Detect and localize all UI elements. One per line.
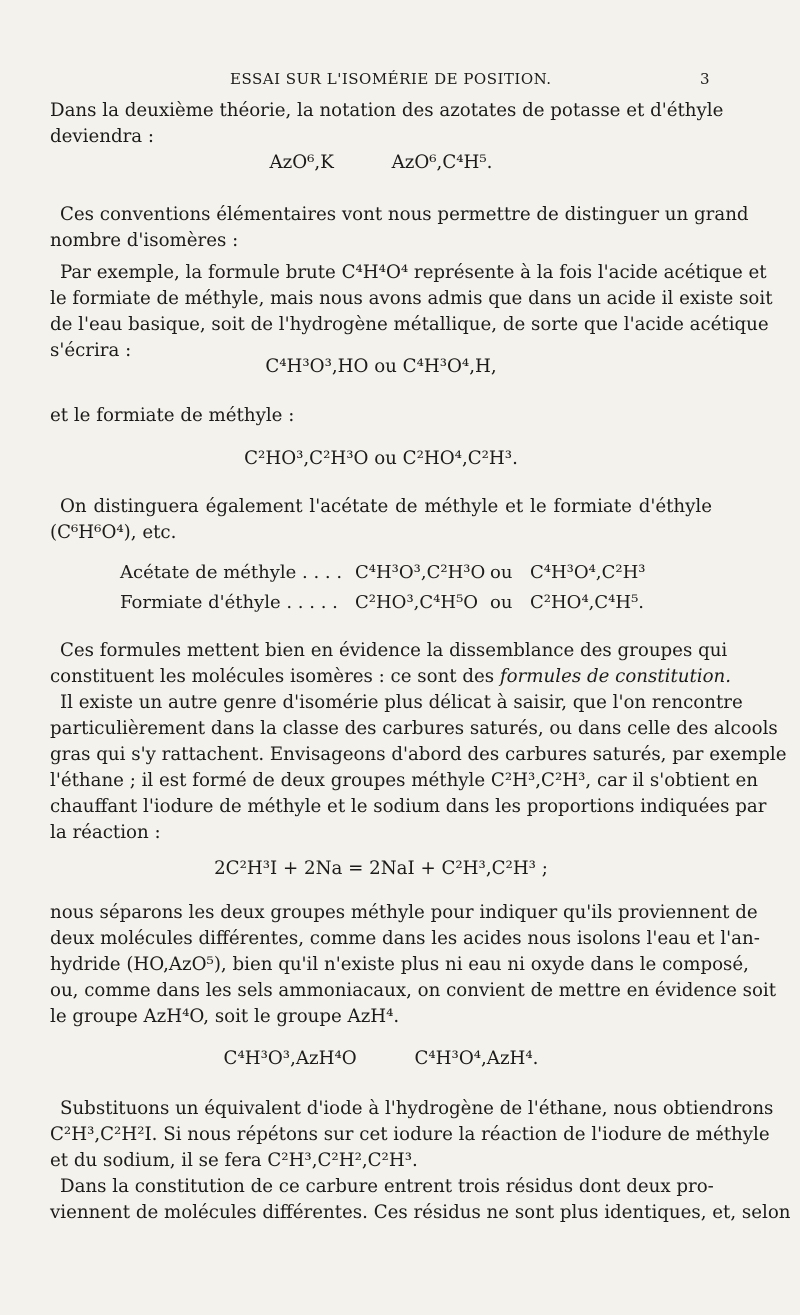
- text-line: Dans la deuxième théorie, la notation des azotates de potasse et d'éthyle: [50, 100, 724, 121]
- table-row: [120, 562, 646, 584]
- formula-line: 2C²H³I + 2Na = 2NaI + C²H³,C²H³ ;: [214, 858, 548, 879]
- formula-cell: C⁴H³O³,C²H³O: [355, 562, 486, 583]
- text-line: et le formiate de méthyle :: [50, 405, 295, 426]
- text-line: On distinguera également l'acétate de méthyle et le formiate d'éthyle: [60, 496, 712, 517]
- ou-cell: ou: [490, 562, 513, 583]
- formula-line: C⁴H³O³,HO ou C⁴H³O⁴,H,: [265, 356, 497, 377]
- text-line: hydride (HO,AzO⁵), bien qu'il n'existe plus ni eau ni oxyde dans le composé,: [50, 954, 749, 975]
- text-line: ou, comme dans les sels ammoniacaux, on convient de mettre en évidence soit: [50, 980, 777, 1001]
- text-line: Ces conventions élémentaires vont nous permettre de distinguer un grand: [60, 204, 749, 225]
- text-line: le formiate de méthyle, mais nous avons admis que dans un acide il existe soit: [50, 288, 773, 309]
- formula-cell: C²HO⁴,C⁴H⁵.: [530, 592, 645, 613]
- text-line: particulièrement dans la classe des carbures saturés, ou dans celle des alcools: [50, 718, 778, 739]
- text-line: et du sodium, il se fera C²H³,C²H²,C²H³.: [50, 1150, 418, 1171]
- text-line: nous séparons les deux groupes méthyle pour indiquer qu'ils proviennent de: [50, 902, 758, 923]
- text-line: de l'eau basique, soit de l'hydrogène métallique, de sorte que l'acide acétique: [50, 314, 769, 335]
- text-line: chauffant l'iodure de méthyle et le sodium dans les proportions indiquées par: [50, 796, 767, 817]
- text-line: Dans la constitution de ce carbure entrent trois résidus dont deux pro-: [60, 1176, 714, 1197]
- emphasis-text: formules de constitution.: [499, 666, 732, 687]
- formula-line: AzO⁶,K AzO⁶,C⁴H⁵.: [269, 152, 493, 173]
- text-line: Il existe un autre genre d'isomérie plus délicat à saisir, que l'on rencontre: [60, 692, 743, 713]
- formula-cell: C²HO³,C⁴H⁵O: [355, 592, 479, 613]
- compound-name: Formiate d'éthyle . . . . .: [120, 592, 338, 613]
- text-line: gras qui s'y rattachent. Envisageons d'abord des carbures saturés, par exemple: [50, 744, 787, 765]
- text-line: (C⁶H⁶O⁴), etc.: [50, 522, 177, 543]
- text-line: deviendra :: [50, 126, 155, 147]
- table-row: [120, 592, 644, 614]
- formula-line: C⁴H³O³,AzH⁴O C⁴H³O⁴,AzH⁴.: [223, 1048, 539, 1069]
- compound-name: Acétate de méthyle . . . .: [120, 562, 343, 583]
- text-line: la réaction :: [50, 822, 161, 843]
- formula-line: C²HO³,C²H³O ou C²HO⁴,C²H³.: [244, 448, 518, 469]
- text-fragment: constituent les molécules isomères : ce sont des: [50, 666, 495, 687]
- text-line: nombre d'isomères :: [50, 230, 239, 251]
- running-title: ESSAI SUR L'ISOMÉRIE DE POSITION.: [230, 70, 552, 88]
- text-line: l'éthane ; il est formé de deux groupes méthyle C²H³,C²H³, car il s'obtient en: [50, 770, 758, 791]
- page-number: 3: [699, 70, 710, 88]
- running-header: [230, 70, 710, 88]
- text-line: [50, 666, 732, 688]
- text-line: Substituons un équivalent d'iode à l'hydrogène de l'éthane, nous obtiendrons: [60, 1098, 774, 1119]
- text-line: Ces formules mettent bien en évidence la dissemblance des groupes qui: [60, 640, 728, 661]
- text-line: C²H³,C²H²I. Si nous répétons sur cet iodure la réaction de l'iodure de méthyle: [50, 1124, 770, 1145]
- text-line: le groupe AzH⁴O, soit le groupe AzH⁴.: [50, 1006, 400, 1027]
- text-line: viennent de molécules différentes. Ces résidus ne sont plus identiques, et, selon: [50, 1202, 791, 1223]
- ou-cell: ou: [490, 592, 513, 613]
- text-line: deux molécules différentes, comme dans les acides nous isolons l'eau et l'an-: [50, 928, 760, 949]
- formula-cell: C⁴H³O⁴,C²H³: [530, 562, 646, 583]
- text-line: s'écrira :: [50, 340, 132, 361]
- text-line: Par exemple, la formule brute C⁴H⁴O⁴ représente à la fois l'acide acétique et: [60, 262, 767, 283]
